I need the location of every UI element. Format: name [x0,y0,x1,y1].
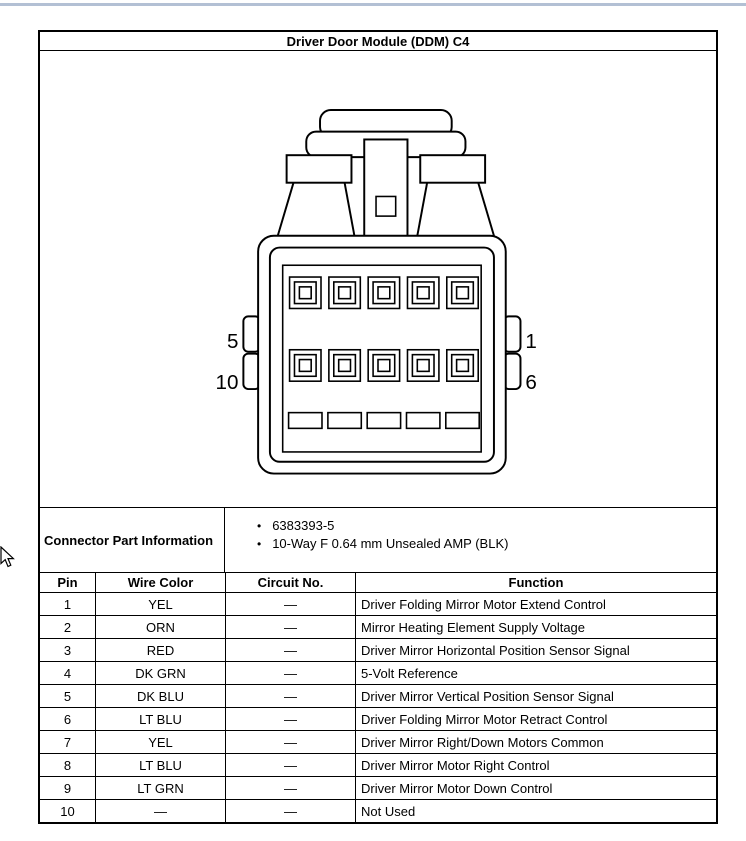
circuit-cell: — [226,731,356,753]
header-wire-color: Wire Color [96,573,226,592]
table-header-row [40,573,716,593]
table-row [40,685,716,708]
table-row [40,616,716,639]
wire-color-cell: YEL [96,731,226,753]
connector-spec-sheet [38,30,718,824]
circuit-cell: — [226,639,356,661]
header-function: Function [508,575,564,590]
table-row [40,639,716,662]
circuit-cell: — [226,800,356,822]
part-info-details [225,508,716,572]
function-cell: Driver Folding Mirror Motor Extend Control [361,596,606,612]
connector-diagram [40,53,716,505]
part-number: 6383393-5 [272,518,335,533]
connector-drawing-cell [40,51,716,508]
wire-color-cell: — [96,800,226,822]
wire-color-cell: LT BLU [96,754,226,776]
pin-cell: 3 [40,639,96,661]
function-cell: Driver Mirror Vertical Position Sensor Signal [361,688,614,704]
part-description: 10-Way F 0.64 mm Unsealed AMP (BLK) [272,536,509,551]
circuit-cell: — [226,754,356,776]
wire-color-cell: DK GRN [96,662,226,684]
wire-color-cell: LT GRN [96,777,226,799]
part-info-label: Connector Part Information [40,508,225,572]
part-number-item [257,517,716,535]
bullet-icon: • [257,519,262,533]
pin-cell: 1 [40,593,96,615]
pin-cell: 9 [40,777,96,799]
function-cell: Not Used [361,803,416,819]
part-description-item [257,535,716,553]
part-info-row [40,508,716,573]
wire-color-cell: YEL [96,593,226,615]
pin-label-1: 1 [525,329,537,353]
table-row [40,662,716,685]
header-circuit-no: Circuit No. [226,573,356,592]
pin-cell: 8 [40,754,96,776]
bullet-icon: • [257,537,262,551]
wire-color-cell: DK BLU [96,685,226,707]
function-cell: Driver Mirror Right/Down Motors Common [361,734,604,750]
pin-cell: 4 [40,662,96,684]
table-row [40,800,716,822]
circuit-cell: — [226,616,356,638]
circuit-cell: — [226,777,356,799]
pin-cell: 2 [40,616,96,638]
table-row [40,708,716,731]
circuit-cell: — [226,662,356,684]
connector-latch [278,110,494,238]
wire-color-cell: RED [96,639,226,661]
wire-color-cell: ORN [96,616,226,638]
function-cell: Driver Mirror Motor Down Control [361,780,553,796]
table-row [40,593,716,616]
function-cell: Mirror Heating Element Supply Voltage [361,619,586,635]
pin-cell: 5 [40,685,96,707]
pin-label-5: 5 [226,329,239,353]
function-cell: Driver Folding Mirror Motor Retract Control [361,711,608,727]
pin-cell: 7 [40,731,96,753]
function-cell: Driver Mirror Horizontal Position Sensor Signal [361,642,630,658]
pin-cell: 10 [40,800,96,822]
function-cell: 5-Volt Reference [361,665,458,681]
page-title: Driver Door Module (DDM) C4 [40,32,716,51]
table-row [40,777,716,800]
function-cell: Driver Mirror Motor Right Control [361,757,550,773]
mouse-cursor [0,546,18,570]
table-row [40,731,716,754]
pin-label-10: 10 [215,371,239,395]
table-row [40,754,716,777]
wire-color-cell: LT BLU [96,708,226,730]
pin-cell: 6 [40,708,96,730]
circuit-cell: — [226,708,356,730]
circuit-cell: — [226,685,356,707]
circuit-cell: — [226,593,356,615]
pin-label-6: 6 [525,371,537,395]
header-pin: Pin [40,573,96,592]
window-top-edge [0,3,746,6]
